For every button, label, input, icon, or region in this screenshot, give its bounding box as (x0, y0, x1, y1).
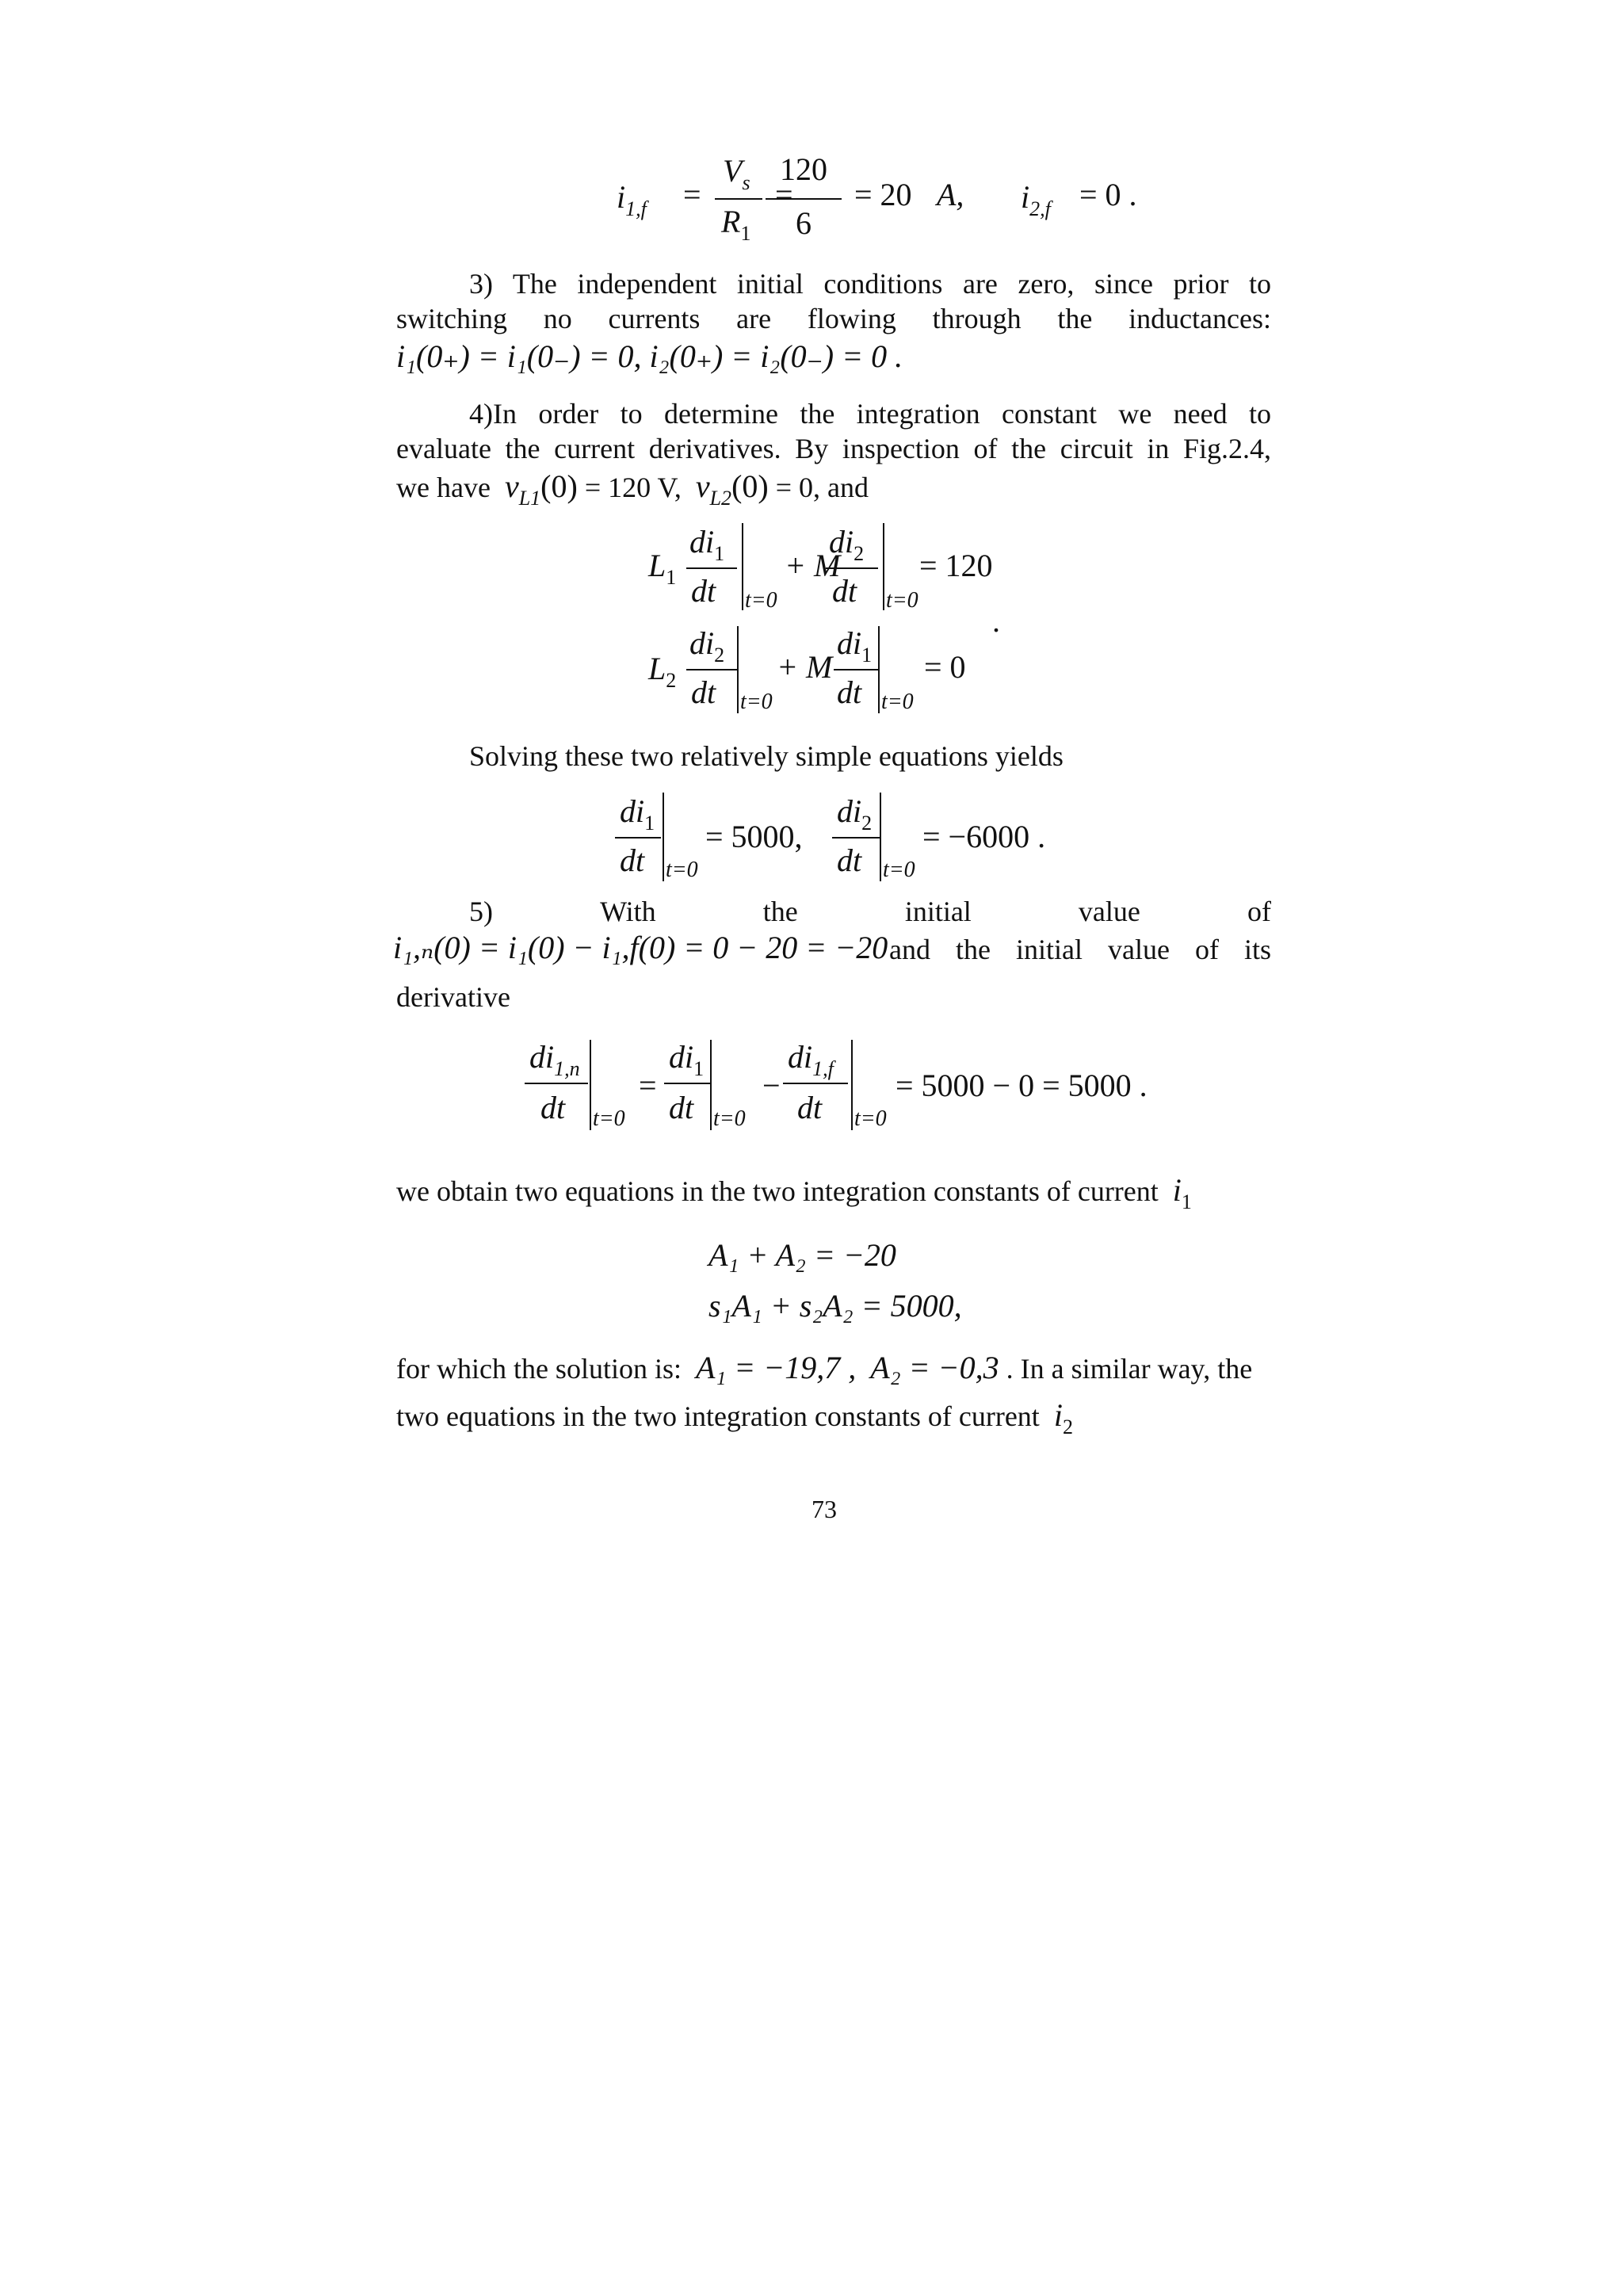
evaluation-point: t=0 (593, 1106, 625, 1131)
word: 5) (469, 896, 493, 927)
equals-sign: = (775, 177, 793, 212)
symbol-di: di (620, 793, 645, 829)
subscript: 1 (740, 222, 751, 245)
text: . In a similar way, the (1006, 1353, 1253, 1385)
symbol-dt: dt (837, 674, 862, 710)
symbol-dt: dt (832, 573, 857, 609)
text: we obtain two equations in the two integration constants of current (396, 1175, 1159, 1207)
value: = 0, and (775, 472, 869, 503)
equation-constants-2: s₁A₁ + s₂A₂ = 5000, (708, 1288, 962, 1324)
unit: A, (937, 177, 964, 212)
symbol-di: di (689, 625, 715, 661)
evaluation-point: t=0 (883, 858, 915, 882)
paragraph-4-line-1: 4)In order to determine the integration constant we need to (469, 398, 1271, 430)
symbol-di: di (837, 793, 862, 829)
evaluation-point: t=0 (881, 690, 914, 714)
equals-sign: = (639, 1068, 657, 1103)
word: value (1078, 896, 1140, 927)
value: = 5000, (705, 819, 803, 854)
word: initial (904, 896, 972, 927)
symbol-di: di (669, 1039, 694, 1075)
subscript: L1 (518, 487, 541, 510)
paragraph-4-line-2: evaluate the current derivatives. By inspection of the circuit in Fig.2.4, (396, 433, 1271, 464)
symbol-dt: dt (669, 1090, 694, 1125)
symbol-R: R (721, 204, 741, 239)
paragraph-5-line-3: derivative (396, 981, 510, 1013)
paragraph-5-line-1 (469, 894, 1271, 929)
symbol-i: i (1053, 1397, 1063, 1433)
symbol-di: di (829, 524, 854, 560)
subscript: 1 (861, 644, 873, 667)
minus-sign: − (762, 1068, 781, 1103)
solution-sentence (396, 1350, 1252, 1386)
evaluation-point: t=0 (854, 1106, 887, 1131)
plus-M: + M (785, 548, 841, 583)
symbol-dt: dt (691, 573, 716, 609)
paragraph-5-line-2-tail: and the initial value of its (889, 934, 1271, 965)
symbol-v: v (695, 468, 710, 504)
subscript: 2 (666, 669, 677, 692)
argument: (0) (540, 468, 578, 504)
page-number: 73 (812, 1495, 837, 1523)
value: = 0 . (1079, 177, 1137, 212)
symbol-i: i (1172, 1172, 1182, 1208)
value: = 120 V, (584, 472, 682, 503)
symbol-dt: dt (620, 842, 645, 878)
paragraph-3-line-2: switching no currents are flowing through the inductances: (396, 303, 1271, 334)
paragraph-4-line-3 (396, 469, 869, 508)
evaluation-point: t=0 (713, 1106, 746, 1131)
subscript: 1 (666, 566, 677, 589)
result: = 20 (854, 177, 912, 212)
word: of (1247, 896, 1271, 927)
subscript: 2 (1062, 1415, 1073, 1438)
equation-constants-1: A₁ + A₂ = −20 (708, 1237, 896, 1273)
symbol-di: di (529, 1039, 555, 1075)
subscript: 1,n (554, 1057, 580, 1080)
plus-M: + M (777, 649, 833, 685)
result: = 5000 − 0 = 5000 . (896, 1068, 1148, 1103)
subscript: L2 (709, 487, 732, 510)
symbol-dt: dt (797, 1090, 823, 1125)
symbol-di: di (689, 524, 715, 560)
equals-sign: = (683, 177, 701, 212)
word: the (762, 896, 798, 927)
subscript: 1,f (812, 1057, 834, 1080)
evaluation-point: t=0 (740, 690, 773, 714)
symbol-dt: dt (837, 842, 862, 878)
value: = −6000 . (922, 819, 1046, 854)
subscript: 1 (714, 542, 725, 565)
subscript: 1 (693, 1057, 705, 1080)
obtain-sentence (396, 1173, 1192, 1212)
initial-conditions-equation: i₁(0₊) = i₁(0₋) = 0, i₂(0₊) = i₂(0₋) = 0 . (396, 338, 903, 374)
argument: (0) (731, 468, 769, 504)
subscript: 2 (714, 644, 725, 667)
evaluation-point: t=0 (886, 588, 918, 613)
denominator: 6 (796, 205, 812, 241)
initial-value-equation: i₁,ₙ(0) = i₁(0) − i₁,f(0) = 0 − 20 = −20 (393, 930, 888, 965)
period: . (992, 603, 1000, 639)
subscript: 2,f (1029, 197, 1051, 220)
symbol-L: L (648, 651, 666, 686)
rhs: = 120 (919, 548, 993, 583)
value-A2: A₂ = −0,3 (870, 1350, 999, 1385)
evaluation-point: t=0 (745, 588, 777, 613)
text: for which the solution is: (396, 1353, 682, 1385)
symbol-i: i (617, 179, 626, 215)
symbol-dt: dt (540, 1090, 566, 1125)
word: With (600, 896, 656, 927)
symbol-i: i (1021, 179, 1030, 215)
paragraph-3-line-1: 3) The independent initial conditions are zero, since prior to (469, 268, 1271, 300)
subscript: 2 (861, 812, 873, 835)
subscript: 2 (854, 542, 865, 565)
numerator: 120 (780, 151, 827, 187)
symbol-L: L (648, 548, 666, 583)
subscript: s (742, 171, 750, 194)
solving-sentence: Solving these two relatively simple equations yields (469, 740, 1064, 772)
symbol-di: di (788, 1039, 813, 1075)
value-A1: A₁ = −19,7 , (695, 1350, 857, 1385)
symbol-v: v (504, 468, 519, 504)
rhs: = 0 (924, 649, 966, 685)
solution-line-2 (396, 1398, 1073, 1437)
subscript: 1,f (625, 197, 647, 220)
symbol-V: V (723, 153, 743, 189)
symbol-dt: dt (691, 674, 716, 710)
evaluation-point: t=0 (666, 858, 698, 882)
subscript: 1 (1181, 1190, 1192, 1213)
subscript: 1 (644, 812, 655, 835)
text: we have (396, 472, 491, 503)
symbol-di: di (837, 625, 862, 661)
text: two equations in the two integration constants of current (396, 1400, 1040, 1432)
